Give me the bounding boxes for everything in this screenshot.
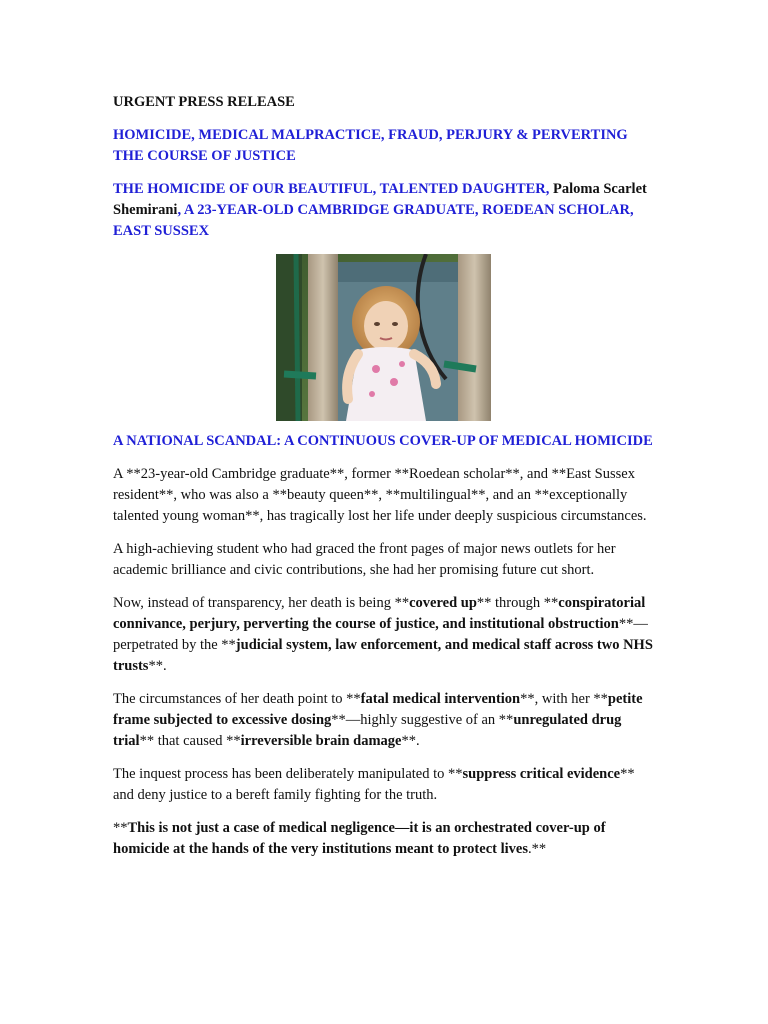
section-title: A NATIONAL SCANDAL: A CONTINUOUS COVER-UP OF MEDICAL HOMICIDE xyxy=(113,433,653,449)
p3-text-1: Now, instead of transparency, her death is being ** xyxy=(113,595,410,611)
subhead-name: Paloma Scarlet Shemirani xyxy=(113,181,647,218)
p4-text-4: ** that caused ** xyxy=(139,733,241,749)
child-photo xyxy=(276,254,491,421)
p5-text-2: ** and deny justice to a bereft family fighting for the truth. xyxy=(113,766,635,803)
p4-text-2: **, with her ** xyxy=(520,691,608,707)
p6-text-1: ** xyxy=(113,820,128,836)
p6-bold-1: This is not just a case of medical negligence—it is an orchestrated cover-up of homicide at the hands of the very institutions meant to protect lives xyxy=(113,820,606,857)
p3-text-3: **—perpetrated by the ** xyxy=(113,616,648,653)
p4-bold-4: irreversible brain damage xyxy=(240,733,402,749)
p3-text-2: ** through ** xyxy=(476,595,559,611)
body-paragraph-3 xyxy=(113,593,658,677)
subhead-part1: THE HOMICIDE OF OUR BEAUTIFUL, TALENTED DAUGHTER, xyxy=(113,181,554,197)
p4-bold-3: unregulated drug trial xyxy=(113,712,622,749)
p4-text-3: **—highly suggestive of an ** xyxy=(331,712,514,728)
p4-bold-1: fatal medical intervention xyxy=(360,691,521,707)
body-paragraph-1: A **23-year-old Cambridge graduate**, former **Roedean scholar**, and **East Sussex resident**, who was also a **beauty queen**, **multilingual**, and an **exceptionally talented young woman**, has tragically lost her life under deeply suspicious circumstances. xyxy=(113,466,647,524)
subhead-part2: , A 23-YEAR-OLD CAMBRIDGE GRADUATE, ROEDEAN SCHOLAR, EAST SUSSEX xyxy=(113,202,634,239)
p3-text-4: **. xyxy=(148,658,167,674)
p6-text-2: .** xyxy=(527,841,547,857)
press-label: URGENT PRESS RELEASE xyxy=(113,94,295,110)
p5-bold-1: suppress critical evidence xyxy=(462,766,621,782)
body-paragraph-2: A high-achieving student who had graced the front pages of major news outlets for her academic brilliance and civic contributions, she had her promising future cut short. xyxy=(113,541,616,578)
p5-text-1: The inquest process has been deliberately manipulated to ** xyxy=(113,766,463,782)
document-page xyxy=(113,92,658,872)
body-paragraph-4 xyxy=(113,689,658,752)
p4-text-1: The circumstances of her death point to ** xyxy=(113,691,361,707)
body-paragraph-5 xyxy=(113,764,658,806)
p3-bold-3: judicial system, law enforcement, and medical staff across two NHS trusts xyxy=(113,637,653,674)
p4-bold-2: petite frame subjected to excessive dosing xyxy=(113,691,643,728)
headline: HOMICIDE, MEDICAL MALPRACTICE, FRAUD, PERJURY & PERVERTING THE COURSE OF JUSTICE xyxy=(113,127,628,164)
body-paragraph-6 xyxy=(113,818,658,860)
photo-container xyxy=(113,254,658,421)
subheadline xyxy=(113,179,658,242)
p3-bold-1: covered up xyxy=(409,595,477,611)
p4-text-5: **. xyxy=(401,733,420,749)
p3-bold-2: conspiratorial connivance, perjury, perverting the course of justice, and institutional obstruction xyxy=(113,595,646,632)
